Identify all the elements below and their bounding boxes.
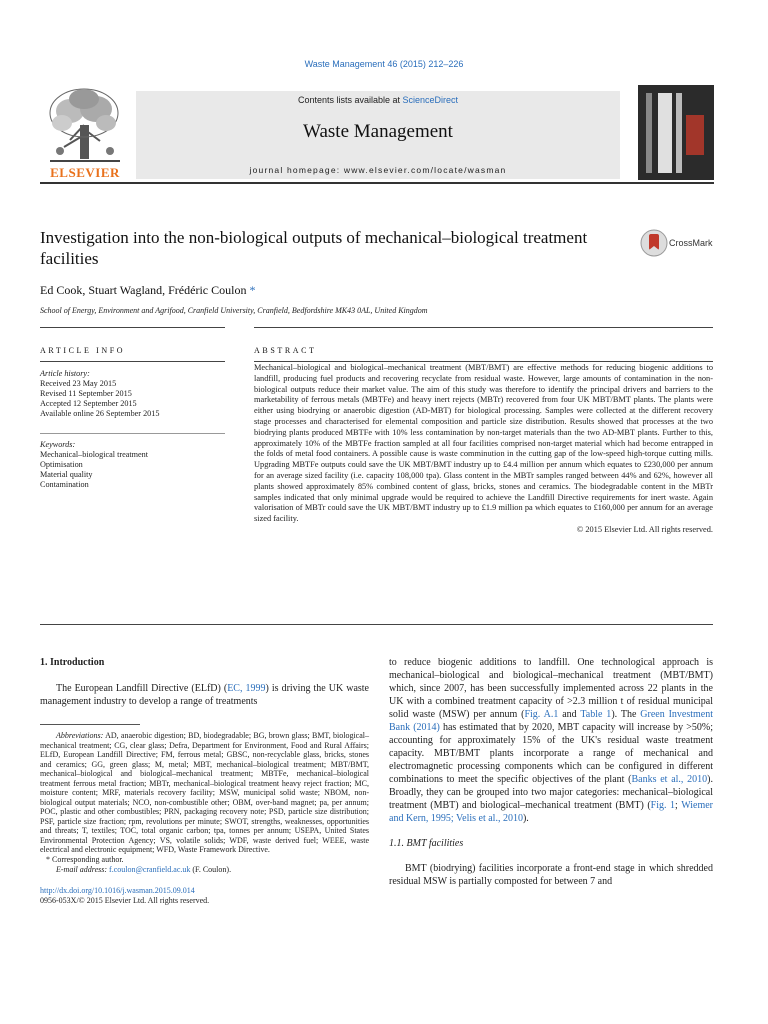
masthead-banner: [136, 91, 620, 179]
abstract-text: Mechanical–biological and biological–mechanical treatment (MBT/BMT) are effective methods for reducing biogenic additions to landfill, producing fuel products and recovering recyclate from residual waste. However, large amounts of contamination in the non-biological outputs reduce their market value. The aim of this study was therefore to identify the principal drivers and barriers to the marketability of ferrous metals (MBTFe) and heavy inert rejects (MBTr) recovered from four UK MBT/BMT plants. The plants were either using biodrying or anaerobic digestion (AD-MBT) for biological processing. Samples were collected at the different recovery stage processes and characterised for elemental composition and particle size distribution. Results showed that processes at the two biodrying plants produced MBTFe with 10% less contamination by non-target materials than the two AD-MBT plants. Further to this, approximately 10% of the MBTFe fraction sampled at all four facilities comprised non-target material which had become entrapped in the folds of metal food containers. A possible cause is waste comminution in the cutting gap of the low-speed high-torque cutting mills. Upgrading MBTFe outputs could save the UK MBT/BMT industry up to £4.4 million per annum which equates to £230,000 per annum for an average sized facility (i.e. capacity 108,000 tpa). Glass content in the MBTr samples ranged between 44% and 62%, however all plants showed approximately 85% combined content of glass, bricks, stones and ceramics. The biodegradable content in the MBTr samples indicated that only minimal upgrade would be required to achieve the Landfill Directive requirements for inert waste. Again valorisation of MBTr could save the UK MBT/BMT industry up to £1.9 million pa which equates to £160,000 per annum for an average sized facility.: [254, 363, 713, 524]
ref-fig-1[interactable]: Fig. 1: [650, 800, 676, 811]
left-column: [40, 656, 369, 708]
crossmark-icon: [640, 229, 668, 257]
article-history: [40, 369, 225, 419]
crossmark-label: CrossMark: [669, 238, 713, 248]
keyword-item: Material quality: [40, 470, 93, 479]
keyword-item: Optimisation: [40, 460, 83, 469]
bmt-subheading: 1.1. BMT facilities: [389, 838, 464, 849]
journal-masthead: [40, 85, 714, 185]
elsevier-logo[interactable]: [40, 85, 130, 180]
issn-line: 0956-053X/© 2015 Elsevier Ltd. All rights reserved.: [40, 895, 210, 905]
journal-citation[interactable]: Waste Management 46 (2015) 212–226: [304, 59, 464, 69]
doi-link[interactable]: http://dx.doi.org/10.1016/j.wasman.2015.09.014: [40, 885, 195, 895]
email-note: E-mail address: f.coulon@cranfield.ac.uk (F. Coulon).: [56, 864, 232, 874]
publisher-name: ELSEVIER: [50, 165, 120, 180]
masthead-rule: [40, 182, 714, 184]
abstract-head-rule: [254, 361, 713, 362]
author-affiliation: School of Energy, Environment and Agrifood, Cranfield University, Cranfield, Bedfordshire MK43 0AL, United Kingdom: [40, 306, 428, 315]
abstract-heading: ABSTRACT: [254, 346, 317, 355]
abstract-top-rule: [254, 327, 713, 328]
keyword-list: [40, 440, 225, 490]
right-column: [389, 656, 713, 888]
elsevier-tree-icon: [40, 85, 130, 165]
abbreviations-footnote: [40, 731, 369, 906]
author-list: Ed Cook, Stuart Wagland, Frédéric Coulon *: [40, 283, 256, 297]
keyword-item: Contamination: [40, 480, 89, 489]
history-received: Received 23 May 2015: [40, 379, 117, 388]
crossmark-badge[interactable]: [640, 229, 720, 259]
ref-banks-2010[interactable]: Banks et al., 2010: [631, 774, 708, 785]
journal-homepage[interactable]: journal homepage: www.elsevier.com/locate/wasman: [249, 165, 507, 175]
ref-fig-a1[interactable]: Fig. A.1: [524, 709, 559, 720]
contents-line: Contents lists available at ScienceDirect: [297, 95, 459, 105]
article-title: Investigation into the non-biological outputs of mechanical–biological treatment facilities: [40, 228, 588, 268]
bmt-paragraph: BMT (biodrying) facilities incorporate a front-end stage in which shredded residual MSW is partially composted for between 7 and: [389, 863, 713, 887]
ref-wiemer-velis[interactable]: Wiemer and Kern, 1995; Velis et al., 2010: [389, 800, 713, 824]
corresponding-author-mark[interactable]: *: [249, 283, 256, 297]
abstract-copyright: © 2015 Elsevier Ltd. All rights reserved.: [576, 524, 713, 534]
intro-heading: 1. Introduction: [40, 657, 105, 668]
history-revised: Revised 11 September 2015: [40, 389, 132, 398]
abbreviations-text: AD, anaerobic digestion; BD, biodegradable; BG, brown glass; BMT, biological–mechanical treatment; CG, clear glass; Defra, Department for Environment, Food and Rural Affairs; ELfD, European Landfill Directive; FM, ferrous metal; GBSC, non-recyclable glass, bricks, stones and ceramics; GG, green glass; M, metal; MBT, mechanical–biological treatment; MBT/BMT, mechanical–biological and biological–mechanical treatment; MBTFe, mechanical–biological treatment ferrous metal fraction; MBTr, mechanical–biological treatment heavy reject fraction; MC, moisture content; MRF, materials recovery facility; MSW, municipal solid waste; NBOM, non-biological output materials; NCO, non-combustible other; OBM, over-band magnet; pa, per annum; POC, plastic and other combustibles; PRN, packaging recovery note; PSD, particle size distribution; PSF, particle size fraction; rpm, revolutions per minute; SWOT, strengths, weaknesses, opportunities and threats; T, textiles; TOC, total organic carbon; tpa, tonnes per annum; USEPA, United States Environmental Protection Agency; VS, volatile solids; WDF, waste derived fuel; WEEE, waste electrical and electronic equipment; WFD, Waste Framework Directive.: [40, 731, 369, 854]
ref-green-investment-bank[interactable]: Green Investment Bank (2014): [389, 709, 714, 733]
intro-paragraph-cont: to reduce biogenic additions to landfill. One technological approach is mechanical–biological and biological–mechanical treatment (MBT/BMT) which, since 2007, has been successfully implemented across 22 plants in the UK with a combined treatment capacity of >2.3 million t of residual municipal solid waste (MSW) per annum (Fig. A.1 and Table 1). The Green Investment Bank (2014) has estimated that by 2020, MBT capacity will increase by >50%; accounting for approximately 15% of the UK's residual waste treatment capacity. MBT/BMT plants incorporate a range of mechanical and electromagnetic processing components which can be configured in different combinations to meet the specific objectives of the plant (Banks et al., 2010). Broadly, they can be grouped into two major categories: mechanical–biological treatment (MBT) and biological–mechanical treatment (BMT) (Fig. 1; Wiemer and Kern, 1995; Velis et al., 2010).: [389, 657, 714, 824]
keywords-rule: [40, 433, 225, 434]
article-info-heading: ARTICLE INFO: [40, 346, 126, 355]
intro-paragraph: The European Landfill Directive (ELfD) (EC, 1999) is driving the UK waste management industry to develop a range of treatments: [40, 683, 369, 707]
history-online: Available online 26 September 2015: [40, 409, 160, 418]
history-accepted: Accepted 12 September 2015: [40, 399, 137, 408]
journal-name: Waste Management: [303, 121, 453, 142]
corresponding-author-note: * Corresponding author.: [46, 854, 124, 864]
ref-table-1[interactable]: Table 1: [580, 709, 612, 720]
abbreviations-label: Abbreviations:: [56, 731, 104, 740]
info-top-rule: [40, 327, 225, 328]
history-label: Article history:: [40, 369, 90, 378]
info-head-rule: [40, 361, 225, 362]
ref-ec-1999[interactable]: EC, 1999: [227, 683, 266, 694]
abstract-bottom-rule: [40, 624, 713, 625]
abstract-body: [254, 363, 713, 536]
sciencedirect-link[interactable]: ScienceDirect: [402, 95, 459, 105]
journal-cover-image[interactable]: [638, 85, 714, 180]
cover-thumbnail-icon: [638, 85, 714, 180]
email-link[interactable]: f.coulon@cranfield.ac.uk: [109, 864, 191, 874]
footnote-rule: [40, 724, 140, 725]
keyword-item: Mechanical–biological treatment: [40, 450, 148, 459]
keywords-label: Keywords:: [40, 440, 76, 449]
